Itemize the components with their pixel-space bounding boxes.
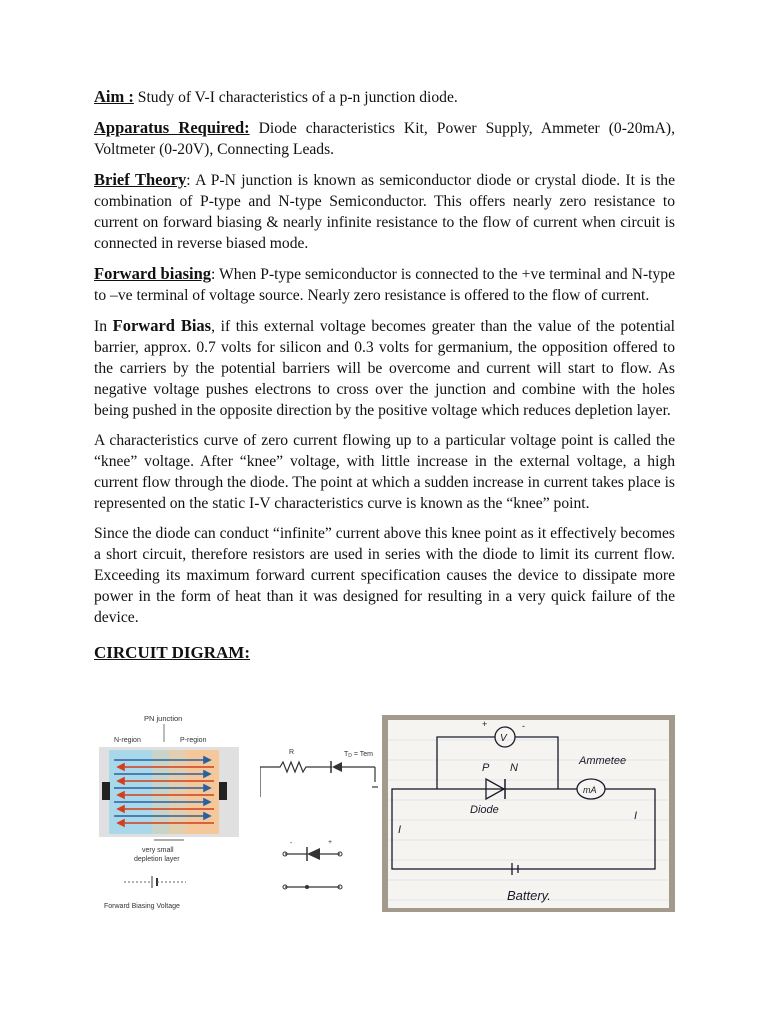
depletion-layer [152,750,186,834]
n-label: N [510,762,518,774]
document-body [94,86,675,663]
svg-text:+: + [482,719,488,729]
plus-label: + [328,839,333,846]
theory-label: Brief Theory [94,170,187,189]
aim-paragraph [94,86,675,108]
circuit-figures [94,712,674,912]
forward-bias-text: , if this external voltage becomes greater than the value of the potential barrier, approx. 0.7 volts for silicon and 0.3 volts for germanium, the opposition offered to the carriers by the potential barriers will be overcome and current will start to flow. As negative voltage pushes electrons to cross over the junction and combine with the holes being pushed in the opposite direction by the positive voltage which reduces depletion layer. [94,318,675,419]
current-label-left: I [398,824,402,836]
pn-junction-label: PN junction [144,714,183,723]
battery-label: Battery. [507,888,551,903]
apparatus-text: Diode characteristics Kit, Power Supply, Ammeter (0-20mA), Voltmeter (0-20V), Connecting Leads. [94,120,675,158]
diode-symbol-2 [307,848,320,860]
forward-biasing-paragraph [94,263,675,306]
minus-label: - [290,840,293,847]
depletion-label-2: depletion layer [134,856,180,863]
p-label: P [482,762,490,774]
svg-text:-: - [522,721,525,731]
theory-text: : A P-N junction is known as semiconductor diode or crystal diode. It is the combination of P-type and N-type Semiconductor. This offers nearly zero resistance to current on forward biasing & nearly infinite resistance to the flow of current when circuit is connected in reverse biased mode. [94,172,676,252]
diode-symbol [332,762,342,772]
depletion-label-1: very small [142,847,174,854]
aim-text: Study of V-I characteristics of a p-n junction diode. [133,89,458,106]
forward-bias-prefix: In [94,318,113,335]
voltmeter-label: V [500,733,507,744]
forward-bias-bold: Forward Bias [112,316,212,335]
resistor-label: R [289,749,295,756]
theory-paragraph [94,169,675,254]
td-label [344,751,373,759]
pn-junction-figure [94,712,244,912]
resistor-symbol [260,762,320,772]
aim-label: Aim : [94,87,134,106]
apparatus-paragraph [94,117,675,160]
forward-biasing-caption: Forward Biasing Voltage [104,903,180,910]
diode-label: Diode [470,804,499,816]
apparatus-label: Apparatus Required: [94,118,250,137]
resistor-diode-figure [260,742,380,902]
svg-text:TD = Tem: TD = Tem [344,751,373,759]
circuit-title: CIRCUIT DIGRAM: [94,643,250,662]
handdrawn-circuit-photo [382,715,675,912]
n-region-label: N-region [114,737,141,744]
ammeter-label: Ammetee [579,755,627,767]
forward-bias-paragraph [94,315,675,421]
infinite-current-paragraph: Since the diode can conduct “infinite” current above this knee point as it effectively becomes a short circuit, therefore resistors are used in series with the diode to limit its current flow. Exceeding its maximum forward current specification causes the device to dissipate more power in the form of heat than it was designed for resulting in a very quick failure of the device. [94,525,675,626]
p-region-label: P-region [180,737,207,744]
ma-label: mA [583,785,597,795]
forward-text: : When P-type semiconductor is connected to the +ve terminal and N-type to –ve terminal of voltage source. Nearly zero resistance is offered to the flow of current. [94,266,675,304]
forward-label: Forward biasing [94,264,211,283]
current-label-right: I [634,810,638,822]
knee-paragraph: A characteristics curve of zero current flowing up to a particular voltage point is called the “knee” voltage. After “knee” voltage, with little increase in the external voltage, a high current flow through the diode. The point at which a sudden increase in current takes place is represented on the static I-V characteristics curve is known as the “knee” point. [94,432,675,512]
